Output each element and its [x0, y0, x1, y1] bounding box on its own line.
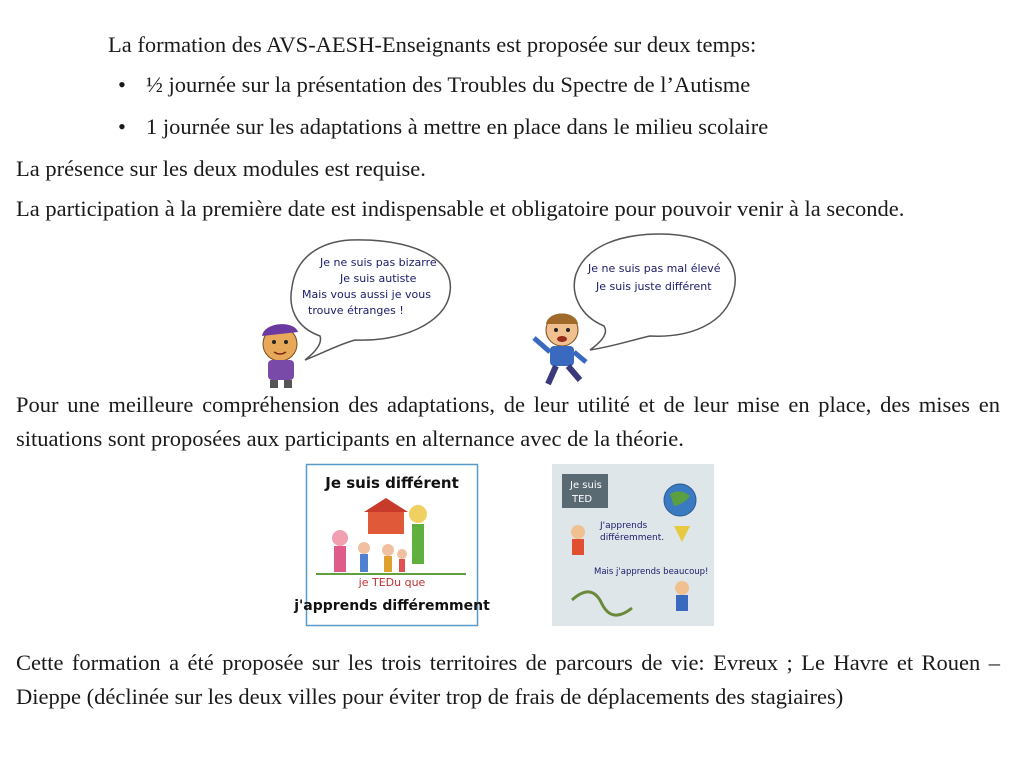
- bubble-left-line: Je ne suis pas bizarre: [320, 256, 437, 269]
- poster-left-middle: je TEDu que: [358, 576, 426, 589]
- poster-je-suis-different: [294, 464, 490, 626]
- poster-right-line: différemment.: [600, 533, 665, 543]
- bullet-text: 1 journée sur les adaptations à mettre en place dans le milieu scolaire: [146, 114, 769, 139]
- child-figure: [675, 581, 689, 611]
- bullet-dot: •: [118, 114, 126, 139]
- bubble-illustration-left: [250, 232, 460, 392]
- bubble-illustration-right: [520, 228, 750, 394]
- boy-figure-left: [262, 324, 298, 388]
- poster-left-bottom: j'apprends différemment: [294, 598, 490, 614]
- poster-right-line: J'apprends: [600, 521, 648, 531]
- adaptations-text: Pour une meilleure compréhension des adaptations, de leur utilité et de leur mise en place, des mises en situations sont proposées aux participants en alternance avec de la théorie.: [16, 392, 1000, 451]
- bubble-left-line: Je suis autiste: [340, 272, 417, 285]
- presence-text: La présence sur les deux modules est requise.: [16, 156, 426, 181]
- bubble-left-line: trouve étranges !: [308, 304, 404, 317]
- bubble-right-line: Je ne suis pas mal élevé: [588, 262, 721, 275]
- child-figure: [571, 525, 585, 555]
- bullet-item: [118, 112, 768, 142]
- bubble-left-line: Mais vous aussi je vous: [302, 288, 431, 301]
- bullet-text: ½ journée sur la présentation des Troubles du Spectre de l’Autisme: [146, 72, 751, 97]
- participation-text: La participation à la première date est indispensable et obligatoire pour pouvoir venir à la seconde.: [16, 196, 905, 221]
- boy-figure-right: [534, 314, 586, 385]
- poster-right-tag: Je suis: [570, 480, 602, 491]
- bullet-item: [118, 70, 750, 100]
- territoires-text: Cette formation a été proposée sur les trois territoires de parcours de vie: Evreux ; Le Havre et Rouen –Dieppe (déclinée sur les deux villes pour éviter trop de frais de déplacements des stagiaires): [16, 650, 1000, 709]
- bubble-right-line: Je suis juste différent: [596, 280, 712, 293]
- bullet-dot: •: [118, 72, 126, 97]
- poster-right-tag: TED: [572, 494, 593, 505]
- poster-right-line: Mais j'apprends beaucoup!: [594, 567, 709, 577]
- poster-left-title: Je suis différent: [325, 474, 459, 492]
- intro-text: La formation des AVS-AESH-Enseignants est proposée sur deux temps:: [108, 32, 757, 57]
- poster-je-suis-ted: [552, 464, 714, 626]
